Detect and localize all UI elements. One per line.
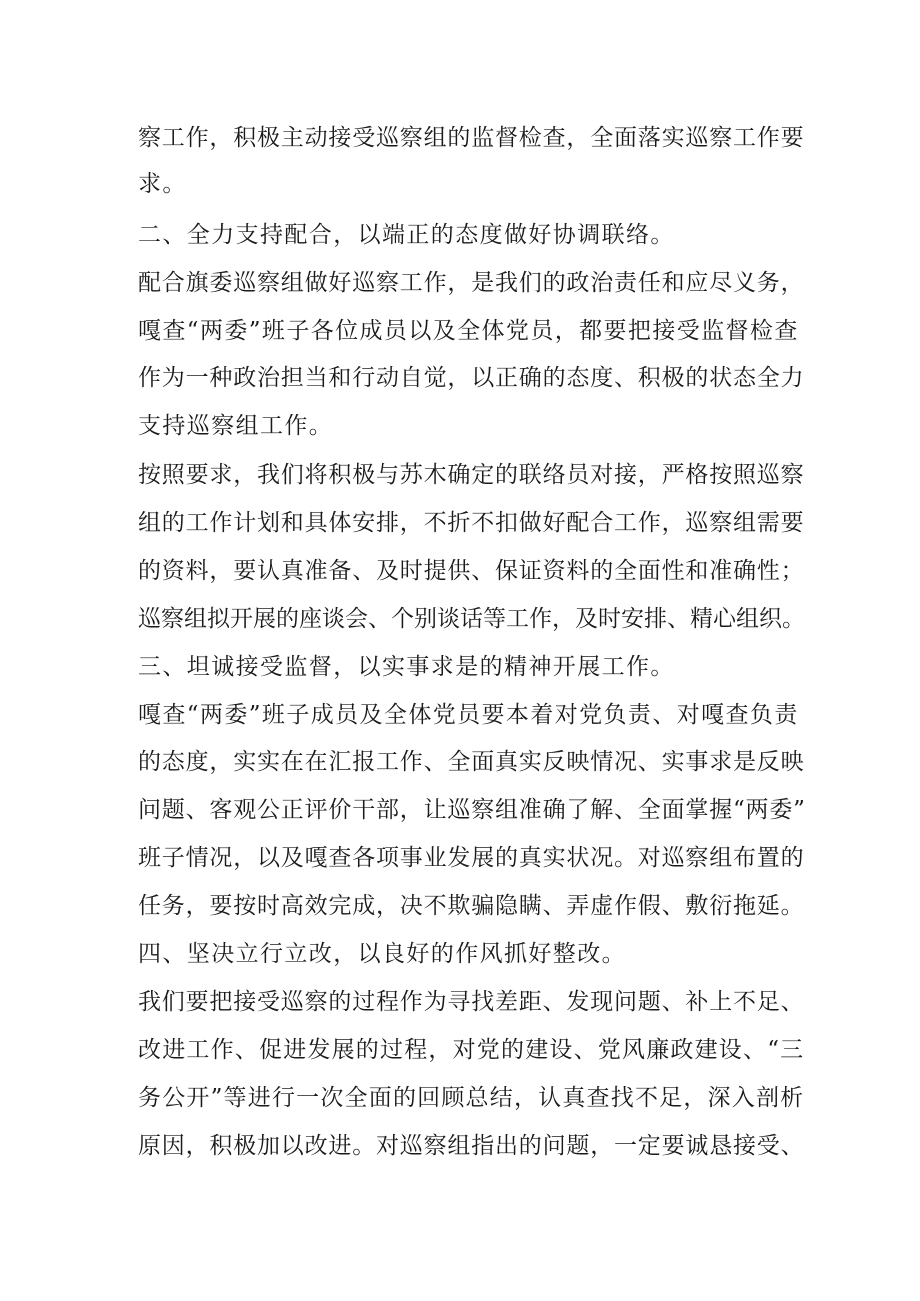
body-text-line: 原因，积极加以改进。对巡察组指出的问题，一定要诚恳接受、 [138, 1133, 805, 1159]
body-text-line: 嘎查“两委”班子各位成员以及全体党员，都要把接受监督检查 [138, 318, 799, 344]
body-text-line: 嘎查“两委”班子成员及全体党员要本着对党负责、对嘎查负责 [138, 702, 799, 728]
body-text-line: 改进工作、促进发展的过程，对党的建设、党风廉政建设、“三 [138, 1037, 805, 1063]
body-text-line: 任务，要按时高效完成，决不欺骗隐瞒、弄虚作假、敷衍拖延。 [138, 893, 805, 919]
body-text-line: 问题、客观公正评价干部，让巡察组准确了解、全面掌握“两委” [138, 797, 806, 823]
body-text-line: 察工作，积极主动接受巡察组的监督检查，全面落实巡察工作要 [138, 125, 805, 151]
body-text-line: 我们要把接受巡察的过程作为寻找差距、发现问题、补上不足、 [138, 989, 805, 1015]
body-text-line: 按照要求，我们将积极与苏木确定的联络员对接，严格按照巡察 [138, 462, 805, 488]
section-heading-4: 四、坚决立行立改，以良好的作风抓好整改。 [138, 941, 626, 967]
body-text-line: 求。 [138, 171, 187, 197]
body-text-line: 务公开”等进行一次全面的回顾总结，认真查找不足，深入剖析 [138, 1085, 805, 1111]
section-heading-3: 三、坦诚接受监督，以实事求是的精神开展工作。 [138, 654, 675, 680]
body-text-line: 配合旗委巡察组做好巡察工作，是我们的政治责任和应尽义务， [138, 270, 805, 296]
body-text-line: 的态度，实实在在汇报工作、全面真实反映情况、实事求是反映 [138, 749, 805, 775]
section-heading-2: 二、全力支持配合，以端正的态度做好协调联络。 [138, 222, 675, 248]
body-text-line: 作为一种政治担当和行动自觉，以正确的态度、积极的状态全力 [138, 365, 805, 391]
body-text-line: 班子情况，以及嘎查各项事业发展的真实状况。对巡察组布置的 [138, 845, 805, 871]
body-text-line: 巡察组拟开展的座谈会、个别谈话等工作，及时安排、精心组织。 [138, 606, 805, 632]
body-text-line: 的资料，要认真准备、及时提供、保证资料的全面性和准确性； [138, 558, 805, 584]
body-text-line: 支持巡察组工作。 [138, 413, 334, 439]
body-text-line: 组的工作计划和具体安排，不折不扣做好配合工作，巡察组需要 [138, 510, 805, 536]
